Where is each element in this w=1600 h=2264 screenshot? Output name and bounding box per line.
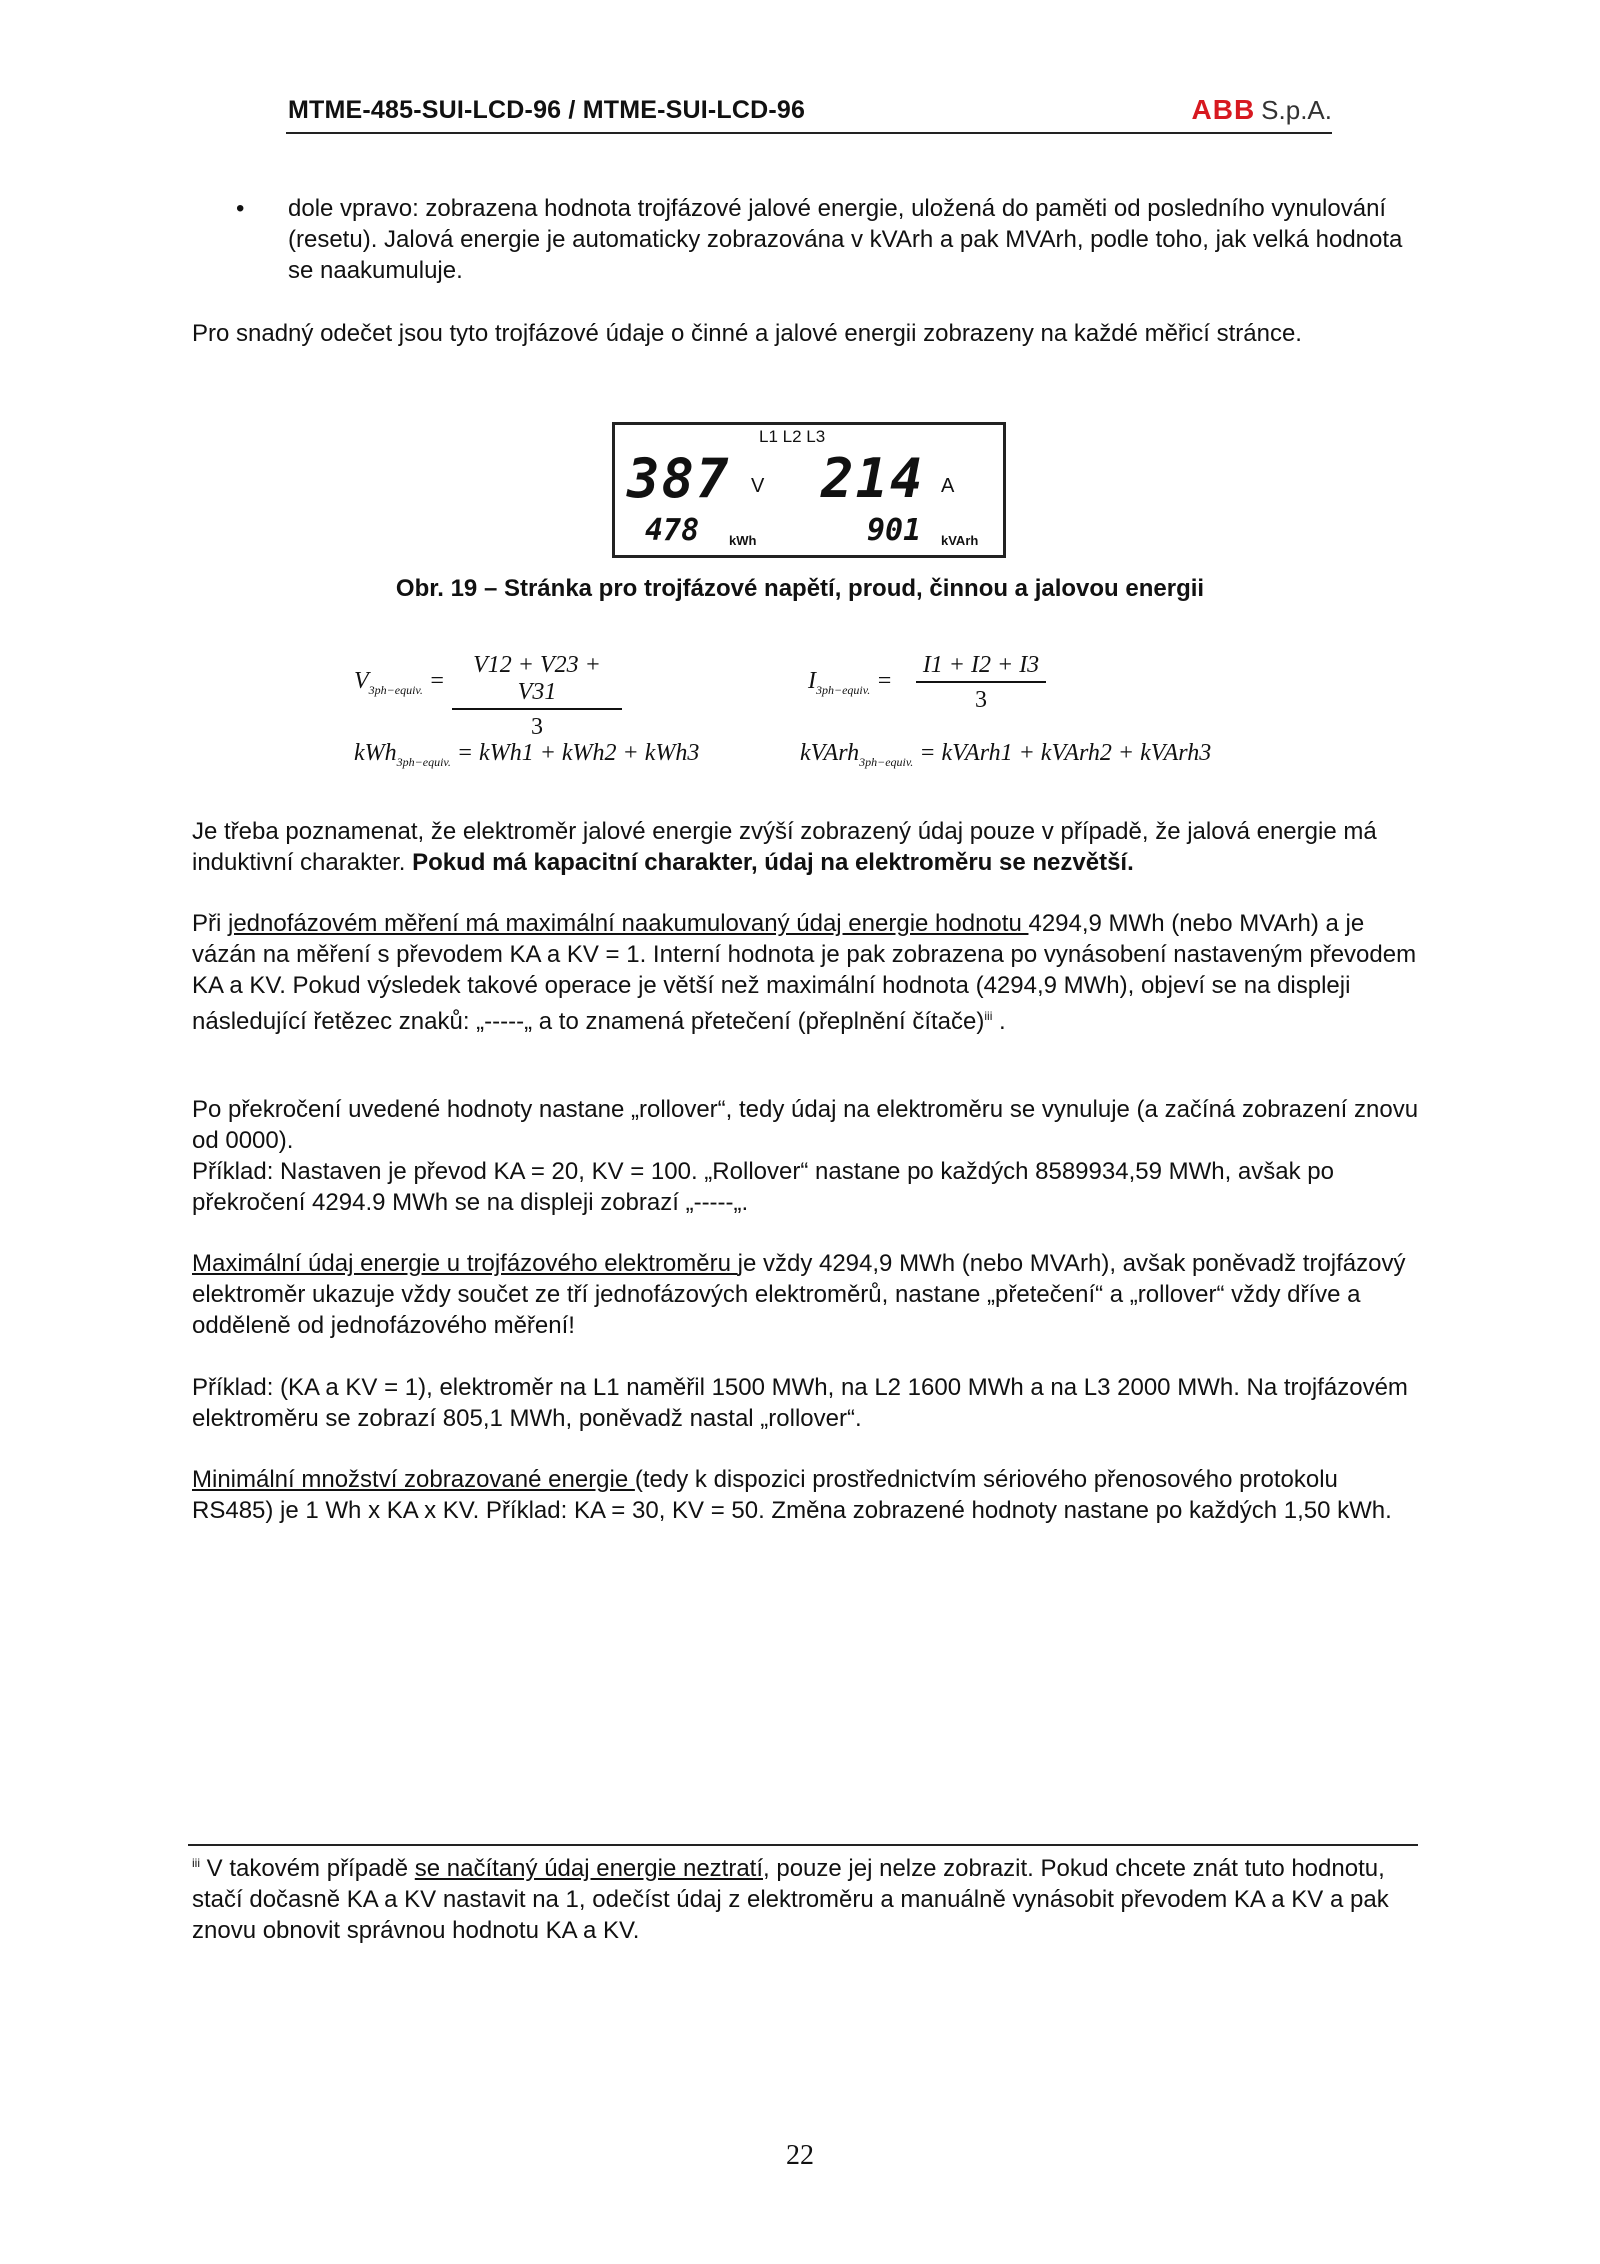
bullet-icon: • xyxy=(236,195,245,222)
figure-caption: Obr. 19 – Stránka pro trojfázové napětí, proud, činnou a jalovou energii xyxy=(395,575,1205,602)
formula-active-energy xyxy=(354,740,699,770)
paragraph-max-three-phase xyxy=(192,1248,1422,1341)
footnote-text: , pouze jej nelze zobrazit. Pokud chcete znát tuto hodnotu, stačí dočasně KA a KV nastavit na 1, odečíst údaj z elektroměru a manuálně vynásobit převodem KA a KV a pak znovu obnovit správnou hodnotu KA a KV. xyxy=(192,1855,1389,1944)
lcd-voltage-unit: V xyxy=(751,475,765,497)
lcd-current-value: 214 xyxy=(821,447,925,510)
lcd-reactive-energy-unit: kVArh xyxy=(941,533,979,548)
footnote xyxy=(192,1848,1422,1946)
single-text: 4294,9 MWh (nebo MVArh) a je vázán na měření s převodem KA a KV = 1. Interní hodnota je pak zobrazena po vynásobení nastaveným převodem KA a KV. Pokud výsledek takové operace je větší než maximální hodnota (4294,9 MWh), objeví se na displeji následující řetězec znaků: „-----„ a to znamená přetečení (přeplnění čítače) xyxy=(192,910,1417,1035)
lcd-reactive-energy-value: 901 xyxy=(867,513,922,548)
formula-kvarh-rhs: = kVArh1 + kVArh2 + kVArh3 xyxy=(919,740,1212,766)
footnote-mark: iii xyxy=(192,1856,200,1870)
footnote-prefix: V takovém případě xyxy=(200,1855,415,1882)
company-name xyxy=(1192,94,1333,126)
lcd-active-energy-unit: kWh xyxy=(729,533,757,548)
formula-voltage-numerator: V12 + V23 + V31 xyxy=(452,652,622,710)
formula-current xyxy=(808,668,892,698)
max3-underlined: Maximální údaj energie u trojfázového elektroměru xyxy=(192,1250,738,1277)
document-title: MTME-485-SUI-LCD-96 / MTME-SUI-LCD-96 xyxy=(288,96,806,124)
lcd-phase-labels: L1 L2 L3 xyxy=(759,427,826,446)
formula-reactive-energy xyxy=(800,740,1211,770)
formula-current-denominator: 3 xyxy=(975,687,987,713)
footnote-reference[interactable]: iii xyxy=(984,1009,993,1023)
formula-current-lhs: I xyxy=(808,668,816,694)
lcd-voltage-value: 387 xyxy=(627,447,731,510)
formula-kwh-rhs: = kWh1 + kWh2 + kWh3 xyxy=(456,740,700,766)
formula-eq: = xyxy=(428,668,446,694)
bullet-text: dole vpravo: zobrazena hodnota trojfázové jalové energie, uložená do paměti od posledního vynulování (resetu). Jalová energie je automaticky zobrazována v kVArh a pak MVArh, podle toho, jak velká hodnota se naakumuluje. xyxy=(288,195,1403,284)
formula-current-sub: 3ph−equiv. xyxy=(816,682,871,697)
formula-kwh-lhs: kWh xyxy=(354,740,397,766)
formula-voltage-denominator: 3 xyxy=(531,714,543,740)
single-end: . xyxy=(992,1008,1006,1035)
min-text: (tedy k dispozici prostřednictvím sériového přenosového protokolu RS485) je 1 Wh x KA x KV. Příklad: KA = 30, KV = 50. Změna zobrazené hodnoty nastane po každých 1,50 kWh. xyxy=(192,1466,1392,1524)
formula-current-fraction xyxy=(916,652,1046,714)
lcd-display-figure xyxy=(612,422,1006,558)
lcd-current-unit: A xyxy=(941,475,955,497)
paragraph-single-phase xyxy=(192,908,1422,1037)
footnote-underlined: se načítaný údaj energie neztratí xyxy=(414,1855,764,1882)
note-text: Je třeba poznamenat, že elektroměr jalové energie zvýší zobrazený údaj pouze v případě, že jalová energie má induktivní charakter. xyxy=(192,818,1377,876)
formula-kvarh-sub: 3ph−equiv. xyxy=(859,754,914,769)
formula-eq: = xyxy=(876,668,893,694)
formula-voltage-sub: 3ph−equiv. xyxy=(368,682,423,697)
min-underlined: Minimální množství zobrazované energie xyxy=(192,1466,635,1493)
footnote-divider xyxy=(188,1844,1418,1846)
formula-voltage-lhs: V xyxy=(354,668,369,694)
note-bold: Pokud má kapacitní charakter, údaj na elektroměru se nezvětší. xyxy=(412,849,1134,876)
paragraph-minimum-energy xyxy=(192,1464,1422,1526)
formula-current-numerator: I1 + I2 + I3 xyxy=(916,652,1046,683)
max3-text: je vždy 4294,9 MWh (nebo MVArh), avšak poněvadž trojfázový elektroměr ukazuje vždy součet ze tří jednofázových elektroměrů, nastane „přetečení“ a „rollover“ vždy dříve a odděleně od jednofázového měření! xyxy=(192,1250,1406,1339)
company-suffix: S.p.A. xyxy=(1261,95,1332,125)
paragraph-example-2: Příklad: (KA a KV = 1), elektroměr na L1 naměřil 1500 MWh, na L2 1600 MWh a na L3 2000 MWh. Na trojfázovém elektroměru se zobrazí 805,1 MWh, poněvadž nastal „rollover“. xyxy=(192,1374,1408,1432)
abb-logo: ABB xyxy=(1191,94,1256,125)
lcd-active-energy-value: 478 xyxy=(645,513,700,548)
paragraph-rollover: Po překročení uvedené hodnoty nastane „rollover“, tedy údaj na elektroměru se vynuluje (a začíná zobrazení znovu od 0000). xyxy=(192,1096,1419,1154)
formula-voltage-fraction xyxy=(452,652,622,741)
single-underlined: jednofázovém měření má maximální naakumulovaný údaj energie hodnotu xyxy=(228,910,1029,937)
paragraph-easy-reading: Pro snadný odečet jsou tyto trojfázové údaje o činné a jalové energii zobrazeny na každé měřicí stránce. xyxy=(192,320,1302,347)
page-header xyxy=(286,92,1332,134)
paragraph-example-1: Příklad: Nastaven je převod KA = 20, KV = 100. „Rollover“ nastane po každých 8589934,59 MWh, avšak po překročení 4294.9 MWh se na displeji zobrazí „-----„. xyxy=(192,1158,1334,1216)
formula-kvarh-lhs: kVArh xyxy=(800,740,860,766)
page-number: 22 xyxy=(786,2140,814,2171)
formula-voltage xyxy=(354,668,445,698)
paragraph-inductive-note xyxy=(192,816,1422,878)
formula-kwh-sub: 3ph−equiv. xyxy=(396,754,451,769)
single-prefix: Při xyxy=(192,910,228,937)
